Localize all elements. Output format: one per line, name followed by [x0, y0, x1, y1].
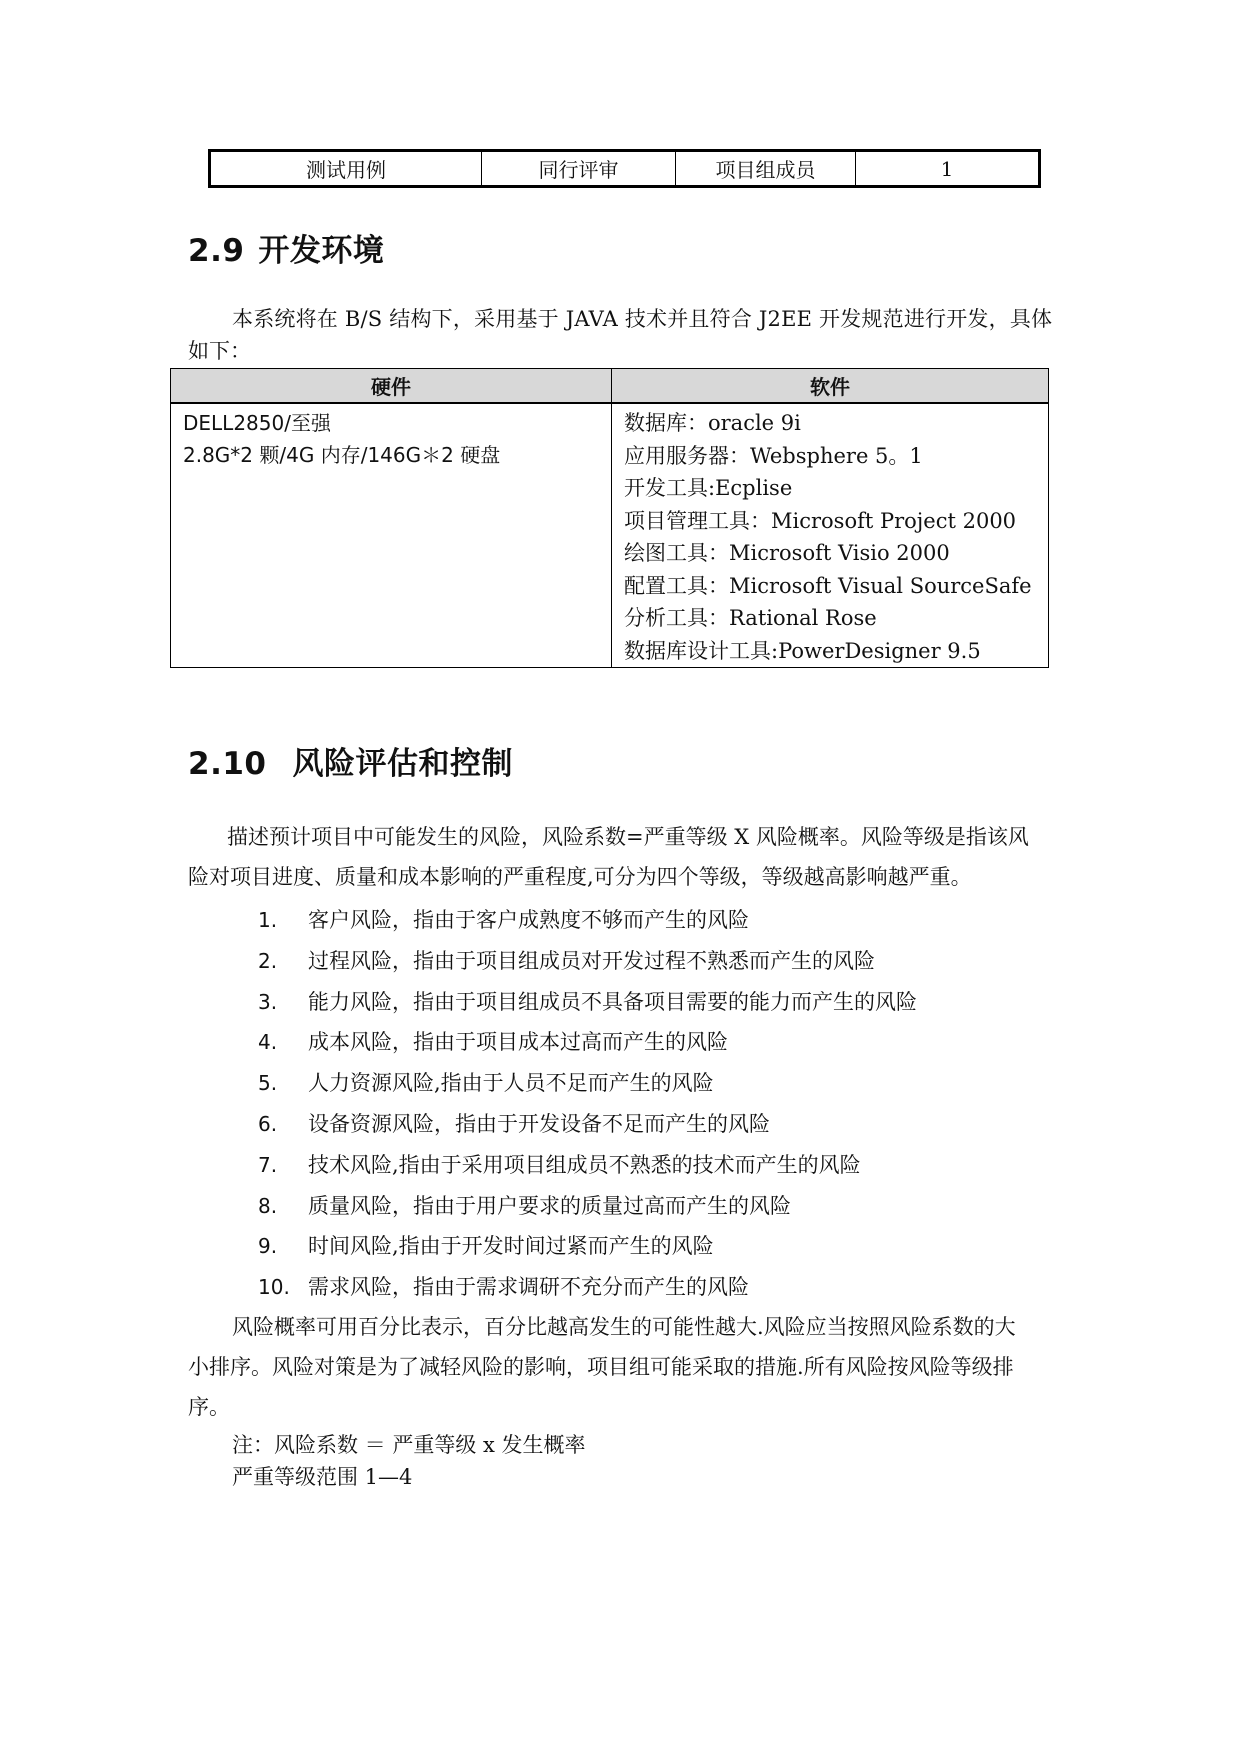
section-title: 风险评估和控制	[292, 746, 513, 782]
list-number: 1.	[258, 908, 278, 932]
note-line-1: 注：风险系数 ＝ 严重等级 x 发生概率	[232, 1433, 586, 1457]
list-number: 7.	[258, 1152, 278, 1177]
hardware-header: 硬件	[171, 369, 612, 404]
hardware-cell	[171, 403, 612, 668]
software-cell	[612, 403, 1049, 668]
section-number: 2.9	[188, 233, 245, 269]
software-line: 数据库：oracle 9i	[624, 411, 801, 435]
software-line: 应用服务器：Websphere 5。1	[624, 443, 923, 468]
table-cell: 同行评审	[482, 151, 676, 187]
intro-line-1: 本系统将在 B/S 结构下，采用基于 JAVA 技术并且符合 J2EE 开发规范进行开发，具体	[232, 307, 1053, 331]
list-item	[258, 1104, 917, 1145]
list-text: 客户风险，指由于客户成熟度不够而产生的风险	[308, 908, 749, 932]
section-heading-2-10	[188, 738, 513, 783]
software-line: 配置工具：Microsoft Visual SourceSafe	[624, 573, 1032, 598]
list-number: 9.	[258, 1234, 278, 1259]
list-text: 能力风险，指由于项目组成员不具备项目需要的能力而产生的风险	[308, 989, 917, 1014]
list-item	[258, 941, 917, 982]
risk-list	[258, 900, 917, 1308]
risk-para-2-line-2: 小排序。风险对策是为了减轻风险的影响，项目组可能采取的措施.所有风险按风险等级排	[188, 1355, 1014, 1379]
table-header-row	[171, 369, 1049, 404]
list-text: 设备资源风险，指由于开发设备不足而产生的风险	[308, 1111, 770, 1136]
test-case-table	[208, 149, 1041, 188]
list-text: 技术风险,指由于采用项目组成员不熟悉的技术而产生的风险	[308, 1152, 861, 1177]
risk-para-2-line-3: 序。	[188, 1395, 230, 1419]
list-number: 5.	[258, 1071, 278, 1096]
list-text: 质量风险，指由于用户要求的质量过高而产生的风险	[308, 1193, 791, 1218]
software-line: 项目管理工具：Microsoft Project 2000	[624, 508, 1017, 533]
table-cell: 项目组成员	[676, 151, 856, 187]
section-number: 2.10	[188, 746, 267, 782]
section-heading-2-9	[188, 225, 384, 270]
software-line: 数据库设计工具:PowerDesigner 9.5	[624, 638, 981, 663]
list-item	[258, 1145, 917, 1186]
list-number: 3.	[258, 989, 278, 1014]
table-row	[210, 151, 1040, 187]
list-item	[258, 1063, 917, 1104]
list-item	[258, 982, 917, 1023]
list-text: 成本风险，指由于项目成本过高而产生的风险	[308, 1030, 728, 1055]
list-text: 需求风险，指由于需求调研不充分而产生的风险	[308, 1275, 749, 1300]
hardware-line: 2.8G*2 颗/4G 内存/146G＊2 硬盘	[183, 443, 501, 467]
list-item	[258, 900, 917, 941]
table-cell: 1	[856, 151, 1040, 187]
list-text: 过程风险，指由于项目组成员对开发过程不熟悉而产生的风险	[308, 948, 875, 973]
list-number: 2.	[258, 948, 278, 973]
risk-para-1-line-2: 险对项目进度、质量和成本影响的严重程度,可分为四个等级，等级越高影响越严重。	[188, 865, 972, 889]
list-number: 4.	[258, 1030, 278, 1055]
list-item	[258, 1267, 917, 1308]
risk-para-2-line-1: 风险概率可用百分比表示，百分比越高发生的可能性越大.风险应当按照风险系数的大	[232, 1315, 1016, 1339]
table-cell: 测试用例	[210, 151, 482, 187]
list-item	[258, 1226, 917, 1267]
software-line: 绘图工具：Microsoft Visio 2000	[624, 541, 950, 565]
intro-line-2: 如下：	[188, 339, 251, 363]
list-number: 10.	[258, 1275, 290, 1300]
list-item	[258, 1022, 917, 1063]
software-header: 软件	[612, 369, 1049, 404]
software-line: 分析工具：Rational Rose	[624, 606, 877, 630]
note-line-2: 严重等级范围 1—4	[232, 1465, 413, 1489]
dev-environment-table	[170, 368, 1049, 668]
list-text: 人力资源风险,指由于人员不足而产生的风险	[308, 1071, 714, 1096]
risk-para-1-line-1: 描述预计项目中可能发生的风险，风险系数=严重等级 X 风险概率。风险等级是指该风	[227, 825, 1029, 849]
list-number: 6.	[258, 1111, 278, 1136]
list-item	[258, 1186, 917, 1227]
table-row	[171, 403, 1049, 668]
hardware-line: DELL2850/至强	[183, 411, 331, 435]
section-title: 开发环境	[258, 233, 385, 269]
list-number: 8.	[258, 1193, 278, 1218]
software-line: 开发工具:Ecplise	[624, 476, 793, 500]
list-text: 时间风险,指由于开发时间过紧而产生的风险	[308, 1234, 714, 1259]
